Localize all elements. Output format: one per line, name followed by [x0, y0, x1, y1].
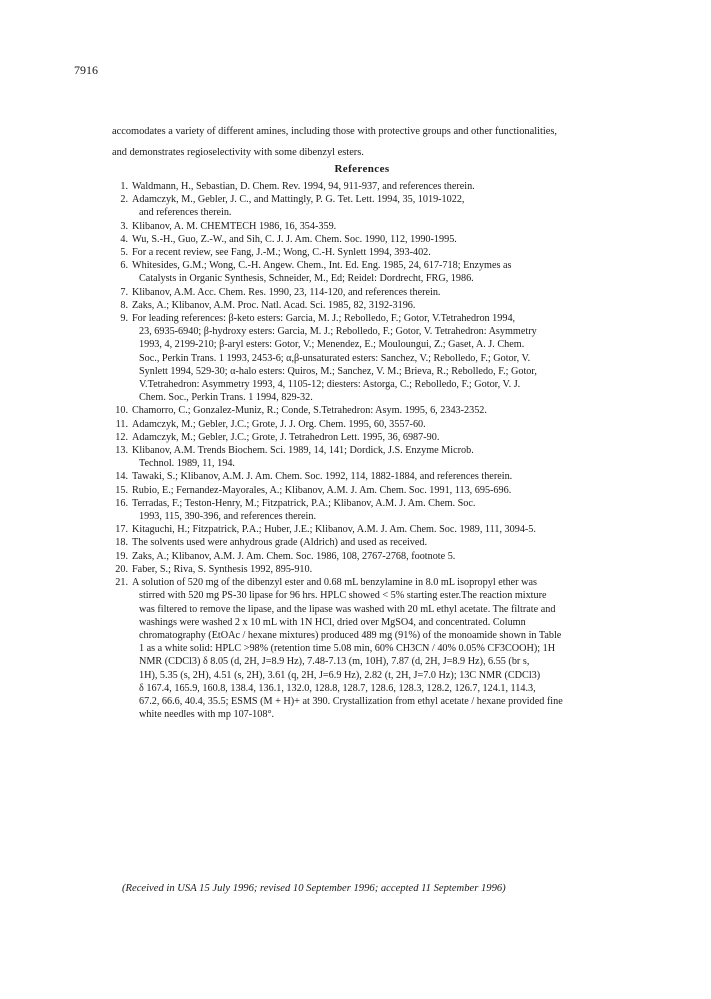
reference-number: 1.	[120, 181, 128, 192]
reference-line: V.Tetrahedron: Asymmetry 1993, 4, 1105-12; diesters: Astorga, C.; Rebolledo, F.; Gotor, V. J.	[139, 379, 521, 391]
reference-line: δ 167.4, 165.9, 160.8, 138.4, 136.1, 132.0, 128.8, 128.7, 128.6, 128.3, 128.2, 126.7, 124.1, 114.3,	[139, 682, 536, 694]
reference-item	[112, 470, 652, 483]
reference-text	[132, 418, 652, 431]
reference-line: was filtered to remove the lipase, and the lipase was washed with 20 mL ethyl acetate. The filtrate and	[139, 603, 556, 615]
reference-number: 20.	[115, 563, 128, 575]
reference-line: Zaks, A.; Klibanov, A.M. Proc. Natl. Acad. Sci. 1985, 82, 3192-3196.	[132, 299, 416, 311]
reference-text	[132, 563, 652, 576]
reference-number: 8.	[120, 299, 128, 311]
reference-line: 1H), 5.35 (s, 2H), 4.51 (s, 2H), 3.61 (q, 2H, J=6.9 Hz), 2.82 (t, 2H, J=7.0 Hz); 13C NMR (CDCl3)	[139, 669, 541, 681]
reference-line: stirred with 520 mg PS-30 lipase for 96 hrs. HPLC showed < 5% starting ester.The reaction mixture	[139, 590, 547, 602]
reference-item	[112, 431, 652, 444]
reference-line: Terradas, F.; Teston-Henry, M.; Fitzpatrick, P.A.; Klibanov, A.M. J. Am. Chem. Soc.	[132, 497, 476, 509]
reference-number: 5.	[120, 247, 128, 259]
reference-item	[112, 259, 652, 285]
reference-line: chromatography (EtOAc / hexane mixtures) produced 489 mg (91%) of the monoamide shown in Table	[139, 629, 562, 641]
reference-item	[112, 576, 652, 721]
reference-line: white needles with mp 107-108°.	[139, 709, 275, 721]
reference-line: The solvents used were anhydrous grade (Aldrich) and used as received.	[132, 537, 428, 549]
reference-line: Adamczyk, M.; Gebler, J.C.; Grote, J. Tetrahedron Lett. 1995, 36, 6987-90.	[132, 431, 440, 443]
reference-item	[112, 180, 652, 193]
reference-text	[132, 431, 652, 444]
reference-line: washings were washed 2 x 10 mL with 1N HCl, dried over MgSO4, and concentrated. Column	[139, 616, 526, 628]
reference-line: A solution of 520 mg of the dibenzyl ester and 0.68 mL benzylamine in 8.0 mL isopropyl ether was	[132, 577, 537, 589]
reference-item	[112, 404, 652, 417]
reference-item	[112, 193, 652, 219]
reference-text	[132, 470, 652, 483]
reference-text	[132, 404, 652, 417]
reference-item	[112, 299, 652, 312]
reference-text	[132, 523, 652, 536]
references-heading: References	[334, 163, 390, 175]
reference-line: Kitaguchi, H.; Fitzpatrick, P.A.; Huber, J.E.; Klibanov, A.M. J. Am. Chem. Soc. 1989, 111, 3094-5.	[132, 524, 536, 536]
reference-number: 18.	[115, 537, 128, 549]
reference-text	[132, 576, 652, 721]
reference-line: Klibanov, A.M. Acc. Chem. Res. 1990, 23, 114-120, and references therein.	[132, 286, 441, 298]
reference-number: 10.	[115, 405, 128, 417]
reference-item	[112, 444, 652, 470]
reference-line: Zaks, A.; Klibanov, A.M. J. Am. Chem. Soc. 1986, 108, 2767-2768, footnote 5.	[132, 550, 456, 562]
reference-text	[132, 193, 652, 219]
reference-line: Tawaki, S.; Klibanov, A.M. J. Am. Chem. Soc. 1992, 114, 1882-1884, and references therein.	[132, 471, 513, 483]
reference-line: NMR (CDCl3) δ 8.05 (d, 2H, J=8.9 Hz), 7.48-7.13 (m, 10H), 7.87 (d, 2H, J=8.9 Hz), 6.55 (br s,	[139, 656, 530, 668]
reference-line: Chem. Soc., Perkin Trans. 1 1994, 829-32.	[139, 392, 313, 404]
reference-number: 13.	[115, 445, 128, 457]
reference-text	[132, 484, 652, 497]
reference-number: 16.	[115, 497, 128, 509]
reference-line: 1 as a white solid: HPLC >98% (retention time 5.08 min, 60% CH3CN / 40% 0.05% CF3COOH); 1H	[139, 643, 556, 655]
reference-item	[112, 233, 652, 246]
reference-item	[112, 220, 652, 233]
reference-line: and references therein.	[139, 207, 232, 219]
reference-number: 21.	[115, 577, 128, 589]
reference-item	[112, 246, 652, 259]
reference-line: Whitesides, G.M.; Wong, C.-H. Angew. Chem., Int. Ed. Eng. 1985, 24, 617-718; Enzymes as	[132, 260, 512, 272]
reference-item	[112, 550, 652, 563]
reference-line: 1993, 115, 390-396, and references therein.	[139, 511, 316, 523]
reference-line: Faber, S.; Riva, S. Synthesis 1992, 895-910.	[132, 563, 313, 575]
reference-line: Adamczyk, M.; Gebler, J.C.; Grote, J. J. Org. Chem. 1995, 60, 3557-60.	[132, 418, 426, 430]
reference-line: Wu, S.-H., Guo, Z.-W., and Sih, C. J. J. Am. Chem. Soc. 1990, 112, 1990-1995.	[132, 233, 457, 245]
received-note: (Received in USA 15 July 1996; revised 10 September 1996; accepted 11 September 1996)	[122, 883, 506, 894]
page-number: 7916	[74, 63, 98, 77]
reference-text	[132, 299, 652, 312]
reference-item	[112, 497, 652, 523]
reference-text	[132, 286, 652, 299]
reference-line: For leading references: β-keto esters: Garcia, M. J.; Rebolledo, F.; Gotor, V.Tetrahedron 1994,	[132, 313, 516, 325]
reference-line: Klibanov, A. M. CHEMTECH 1986, 16, 354-359.	[132, 220, 337, 232]
intro-paragraph	[112, 121, 652, 163]
reference-number: 12.	[115, 431, 128, 443]
reference-item	[112, 418, 652, 431]
reference-line: 1993, 4, 2199-210; β-aryl esters: Gotor, V.; Menendez, E.; Mouloungui, Z.; Gaset, A. J. Chem.	[139, 339, 525, 351]
reference-number: 4.	[120, 233, 128, 245]
reference-number: 2.	[120, 194, 128, 206]
reference-text	[132, 180, 652, 193]
reference-line: Synlett 1994, 529-30; α-halo esters: Quiros, M.; Sanchez, V. M.; Brieva, R.; Rebolledo, F.; Gotor,	[139, 365, 537, 377]
reference-text	[132, 536, 652, 549]
reference-number: 3.	[120, 220, 128, 232]
reference-text	[132, 246, 652, 259]
reference-number: 6.	[120, 260, 128, 272]
reference-number: 7.	[120, 286, 128, 298]
reference-number: 9.	[120, 313, 128, 325]
reference-item	[112, 536, 652, 549]
reference-number: 14.	[115, 471, 128, 483]
reference-line: Waldmann, H., Sebastian, D. Chem. Rev. 1994, 94, 911-937, and references therein.	[132, 181, 475, 192]
references-list	[112, 180, 652, 721]
reference-item	[112, 286, 652, 299]
reference-text	[132, 444, 652, 470]
reference-line: Adamczyk, M., Gebler, J. C., and Mattingly, P. G. Tet. Lett. 1994, 35, 1019-1022,	[132, 194, 465, 206]
reference-number: 11.	[115, 418, 128, 430]
reference-line: For a recent review, see Fang, J.-M.; Wong, C.-H. Synlett 1994, 393-402.	[132, 247, 431, 259]
intro-line: and demonstrates regioselectivity with some dibenzyl esters.	[112, 147, 364, 158]
reference-line: Catalysts in Organic Synthesis, Schneider, M., Ed; Reidel: Dordrecht, FRG, 1986.	[139, 273, 474, 285]
reference-text	[132, 312, 652, 404]
reference-line: 23, 6935-6940; β-hydroxy esters: Garcia, M. J.; Rebolledo, F.; Gotor, V. Tetrahedron: Asymmetry	[139, 326, 537, 338]
reference-number: 17.	[115, 524, 128, 536]
reference-number: 19.	[115, 550, 128, 562]
reference-line: 67.2, 66.6, 40.4, 35.5; ESMS (M + H)+ at 390. Crystallization from ethyl acetate / hexane provided fine	[139, 695, 563, 707]
reference-item	[112, 484, 652, 497]
reference-item	[112, 523, 652, 536]
reference-text	[132, 259, 652, 285]
reference-line: Rubio, E.; Fernandez-Mayorales, A.; Klibanov, A.M. J. Am. Chem. Soc. 1991, 113, 695-696.	[132, 484, 512, 496]
reference-item	[112, 312, 652, 404]
reference-text	[132, 220, 652, 233]
reference-line: Soc., Perkin Trans. 1 1993, 2453-6; α,β-unsaturated esters: Sanchez, V.; Rebolledo, F.; Gotor, V.	[139, 352, 531, 364]
reference-line: Chamorro, C.; Gonzalez-Muniz, R.; Conde, S.Tetrahedron: Asym. 1995, 6, 2343-2352.	[132, 405, 487, 417]
reference-line: Technol. 1989, 11, 194.	[139, 458, 235, 470]
reference-number: 15.	[115, 484, 128, 496]
reference-line: Klibanov, A.M. Trends Biochem. Sci. 1989, 14, 141; Dordick, J.S. Enzyme Microb.	[132, 445, 474, 457]
reference-text	[132, 550, 652, 563]
intro-line: accomodates a variety of different amines, including those with protective groups and other functionalities,	[112, 126, 558, 137]
reference-text	[132, 233, 652, 246]
reference-text	[132, 497, 652, 523]
reference-item	[112, 563, 652, 576]
